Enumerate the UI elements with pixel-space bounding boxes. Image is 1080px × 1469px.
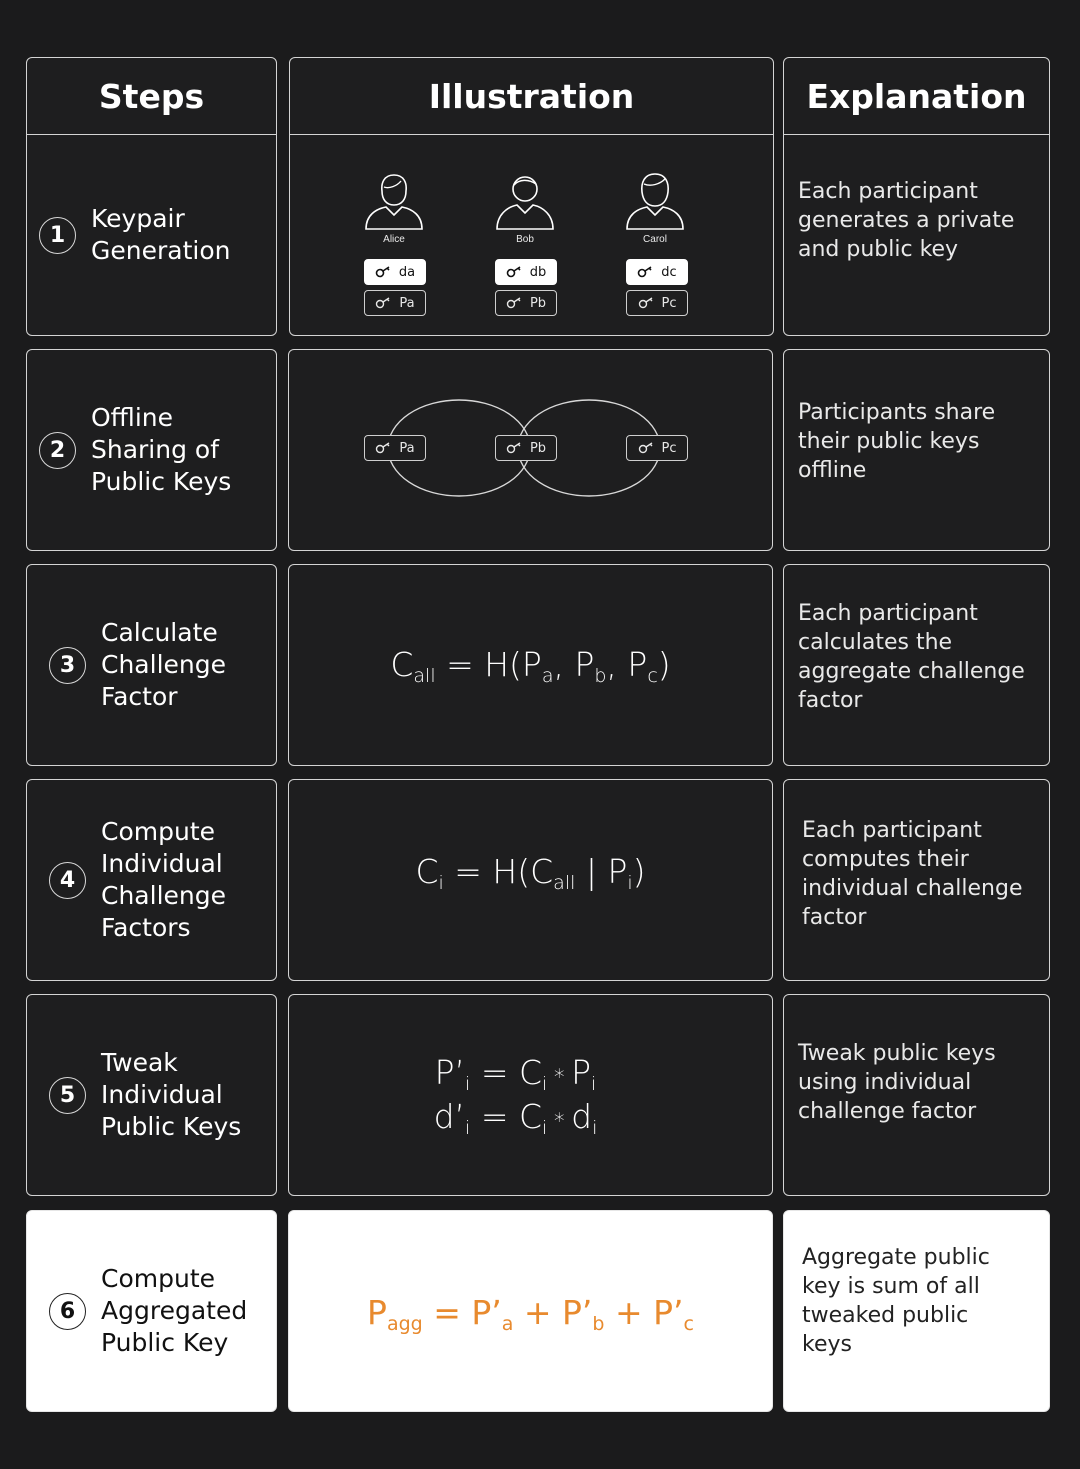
steps-column-cell-4 [26, 779, 277, 981]
step-title: Compute Aggregated Public Key [101, 1264, 248, 1357]
formula-subscript: b [594, 665, 607, 687]
keypair-illustration [290, 135, 773, 335]
illustration-header: Illustration [290, 58, 773, 135]
aggregate-public-key-formula [289, 1293, 772, 1335]
formula-subscript: i [542, 1117, 548, 1139]
tweak-public-key-formula [288, 1053, 772, 1095]
formula-part: d [571, 1097, 593, 1136]
key-icon [375, 266, 393, 278]
formula-subscript: all [553, 872, 576, 894]
formula-part: = H(C [443, 852, 554, 891]
illustration-cell-5 [288, 994, 773, 1196]
step-title: Calculate Challenge Factor [101, 618, 226, 711]
illustration-cell-2 [288, 349, 773, 551]
male-user-icon [493, 169, 557, 231]
formula-symbol: C [390, 645, 414, 684]
explanation-text: Participants share their public keys offline [798, 400, 996, 483]
formula-subscript: c [647, 665, 658, 687]
formula-part: = H(P [435, 645, 542, 684]
formula-part: = P’ [422, 1293, 502, 1332]
explanation-cell-4 [783, 779, 1050, 981]
public-key-chip [626, 435, 688, 461]
step-title: Tweak Individual Public Keys [101, 1048, 242, 1141]
step-number-badge: 1 [39, 217, 76, 254]
explanation-text: Aggregate public key is sum of all tweaked public keys [802, 1245, 990, 1357]
key-icon [506, 266, 524, 278]
formula-part: + P’ [513, 1293, 593, 1332]
key-icon [638, 442, 656, 454]
step-title: Compute Individual Challenge Factors [101, 817, 226, 942]
key-icon [375, 442, 393, 454]
public-key-chip [626, 290, 688, 316]
formula-subscript: all [413, 665, 436, 687]
public-key-label: Pa [399, 295, 415, 311]
tweak-private-key-formula [288, 1097, 772, 1139]
explanation-cell-1 [783, 57, 1050, 336]
aggregate-challenge-formula [289, 645, 772, 687]
formula-subscript: i [465, 1117, 471, 1139]
female-user-icon [623, 169, 687, 231]
explanation-cell-3 [783, 564, 1050, 766]
step-number-badge: 6 [49, 1293, 86, 1330]
public-key-label: Pb [529, 440, 547, 456]
formula-subscript: a [501, 1313, 514, 1335]
formula-subscript: i [438, 872, 444, 894]
explanation-cell-6 [783, 1210, 1050, 1412]
public-key-label: Pc [661, 295, 677, 311]
public-key-chip [495, 435, 557, 461]
participant-name: Bob [516, 234, 534, 245]
formula-part: , P [606, 645, 648, 684]
formula-part: + P’ [604, 1293, 684, 1332]
public-key-chip [495, 290, 557, 316]
private-key-chip [364, 259, 426, 285]
formula-subscript: b [592, 1313, 605, 1335]
illustration-cell-4 [288, 779, 773, 981]
individual-challenge-formula [289, 852, 772, 894]
step-1 [27, 135, 276, 335]
participant-carol [623, 169, 687, 245]
participant-bob [493, 169, 557, 245]
step-4 [27, 780, 276, 980]
participant-alice [362, 169, 426, 245]
private-key-label: db [529, 264, 547, 280]
private-key-chip [626, 259, 688, 285]
participant-name: Carol [643, 234, 667, 245]
formula-part: , P [553, 645, 595, 684]
formula-subscript: i [591, 1073, 597, 1095]
public-key-chip [364, 435, 426, 461]
step-title: Keypair Generation [91, 204, 231, 265]
formula-part: ) [657, 645, 671, 684]
formula-subscript: i [542, 1073, 548, 1095]
formula-symbol: d’ [433, 1097, 466, 1136]
steps-column-cell-6 [26, 1210, 277, 1412]
step-title: Offline Sharing of Public Keys [91, 403, 232, 496]
formula-operator: * [547, 1109, 572, 1133]
public-key-label: Pa [399, 440, 415, 456]
explanation-text: Each participant computes their individual challenge factor [802, 818, 1023, 930]
formula-part: | P [575, 852, 628, 891]
step-6 [27, 1211, 276, 1411]
explanation-text: Each participant calculates the aggregate challenge factor [798, 601, 1025, 713]
private-key-label: da [398, 264, 416, 280]
explanation-cell-5 [783, 994, 1050, 1196]
female-user-icon [362, 169, 426, 231]
private-key-label: dc [661, 264, 677, 280]
private-key-chip [495, 259, 557, 285]
formula-subscript: a [541, 665, 554, 687]
steps-column-cell-2 [26, 349, 277, 551]
step-number-badge: 3 [49, 647, 86, 684]
steps-column-cell-1 [26, 57, 277, 336]
explanation-header: Explanation [784, 58, 1049, 135]
step-2 [27, 350, 276, 550]
public-key-label: Pc [661, 440, 677, 456]
formula-subscript: i [592, 1117, 598, 1139]
formula-symbol: C [415, 852, 439, 891]
participant-name: Alice [383, 234, 405, 245]
formula-part: P [571, 1053, 592, 1092]
formula-subscript: i [627, 872, 633, 894]
step-5 [27, 995, 276, 1195]
formula-subscript: c [683, 1313, 694, 1335]
formula-part: ) [632, 852, 646, 891]
steps-column-cell-3 [26, 564, 277, 766]
steps-header: Steps [27, 58, 276, 135]
step-number-badge: 5 [49, 1077, 86, 1114]
formula-subscript: agg [386, 1313, 423, 1335]
public-key-label: Pb [529, 295, 547, 311]
key-icon [375, 297, 393, 309]
key-icon [506, 297, 524, 309]
formula-operator: * [547, 1065, 572, 1089]
illustration-cell-3 [288, 564, 773, 766]
step-number-badge: 2 [39, 432, 76, 469]
illustration-cell-1 [289, 57, 774, 336]
formula-subscript: i [465, 1073, 471, 1095]
key-icon [638, 297, 656, 309]
illustration-cell-6 [288, 1210, 773, 1412]
formula-part: = C [470, 1053, 542, 1092]
public-key-chip [364, 290, 426, 316]
explanation-text: Each participant generates a private and public key [798, 179, 1015, 262]
formula-symbol: P [367, 1293, 387, 1332]
key-icon [506, 442, 524, 454]
key-icon [637, 266, 655, 278]
step-3 [27, 565, 276, 765]
explanation-text: Tweak public keys using individual challenge factor [798, 1041, 996, 1124]
steps-column-cell-5 [26, 994, 277, 1196]
formula-symbol: P’ [434, 1053, 466, 1092]
formula-part: = C [470, 1097, 542, 1136]
explanation-cell-2 [783, 349, 1050, 551]
step-number-badge: 4 [49, 862, 86, 899]
